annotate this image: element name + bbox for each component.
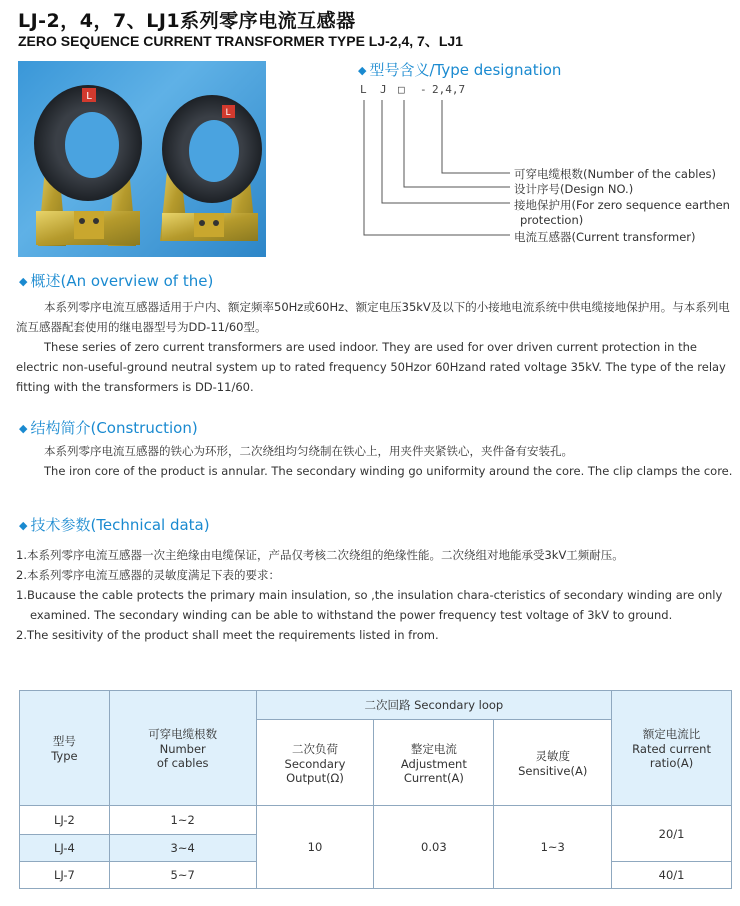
header-cables: 可穿电缆根数 Number of cables	[109, 691, 256, 806]
page-subtitle: ZERO SEQUENCE CURRENT TRANSFORMER TYPE LJ-2,4, 7、LJ1	[18, 33, 463, 49]
cell-cables: 3~4	[109, 835, 256, 862]
code-J: J	[380, 83, 387, 96]
cell-adjustment: 0.03	[374, 806, 494, 889]
label-design-no: 设计序号(Design NO.)	[514, 182, 634, 196]
cell-cables: 5~7	[109, 862, 256, 889]
designation-leader-lines	[355, 95, 515, 243]
cell-sensitive: 1~3	[494, 806, 612, 889]
cell-output: 10	[256, 806, 374, 889]
sensitivity-table	[19, 690, 732, 889]
product-photo	[18, 61, 266, 257]
technical-heading: ◆ 技术参数(Technical data)	[19, 516, 210, 534]
overview-en: These series of zero current transformers are used indoor. They are used for over driven current protection in the electric non-useful-ground neutral system up to rated frequency 50Hzor 60Hzand rated voltage 35kV. The type of the relay fitting with the transformers is DD-11/60.	[16, 340, 726, 394]
cell-cables: 1~2	[109, 806, 256, 835]
header-adjustment: 整定电流 Adjustment Current(A)	[374, 720, 494, 806]
page-title: LJ-2，4，7、LJ1系列零序电流互感器	[18, 10, 356, 32]
diamond-bullet-icon: ◆	[19, 519, 28, 532]
code-cables: 2,4,7	[432, 83, 466, 96]
overview-heading: ◆ 概述(An overview of the)	[19, 272, 214, 290]
table-header-row-1	[20, 691, 732, 720]
technical-line1: 1.本系列零序电流互感器一次主绝缘由电缆保证，产品仅考核二次绕组的绝缘性能。二次绕组对地能承受3kV工频耐压。	[16, 548, 624, 562]
header-output: 二次负荷 Secondary Output(Ω)	[256, 720, 374, 806]
technical-line3: 1.Bucause the cable protects the primary main insulation, so ,the insulation chara-cteristics of secondary winding are only	[16, 588, 723, 602]
transformer-right	[160, 95, 262, 241]
cell-ratio: 40/1	[612, 862, 732, 889]
header-ratio: 额定电流比 Rated current ratio(A)	[612, 691, 732, 806]
header-secondary-loop: 二次回路 Secondary loop	[256, 691, 612, 720]
diamond-bullet-icon: ◆	[358, 64, 367, 77]
header-type: 型号 Type	[20, 691, 110, 806]
code-box: □	[398, 83, 405, 96]
badge-left: L	[86, 91, 92, 102]
transformers-illustration	[18, 61, 266, 257]
overview-cn: 本系列零序电流互感器适用于户内、额定频率50Hz或60Hz、额定电压35kV及以下的小接地电流系统中供电缆接地保护用。与本系列电流互感器配套使用的继电器型号为DD-11/60型。	[16, 300, 730, 334]
cell-type: LJ-4	[20, 835, 110, 862]
diamond-bullet-icon: ◆	[19, 422, 28, 435]
construction-cn: 本系列零序电流互感器的铁心为环形，二次绕组均匀绕制在铁心上，用夹件夹紧铁心，夹件备有安装孔。	[44, 444, 573, 458]
cell-ratio: 20/1	[612, 806, 732, 862]
label-current-transformer: 电流互感器(Current transformer)	[514, 230, 696, 244]
technical-line3b: examined. The secondary winding can be able to withstand the power frequency test voltage of 3kV to ground.	[30, 608, 673, 622]
code-dash: -	[420, 83, 427, 96]
label-protection: 接地保护用(For zero sequence earthen	[514, 198, 730, 212]
designation-heading: ◆ 型号含义/Type designation	[358, 61, 562, 79]
technical-line2: 2.本系列零序电流互感器的灵敏度满足下表的要求：	[16, 568, 280, 582]
label-cables: 可穿电缆根数(Number of the cables)	[514, 167, 717, 181]
table-row	[20, 806, 732, 835]
cell-type: LJ-2	[20, 806, 110, 835]
cell-type: LJ-7	[20, 862, 110, 889]
diamond-bullet-icon: ◆	[19, 275, 28, 288]
construction-heading: ◆ 结构简介(Construction)	[19, 419, 198, 437]
header-sensitive: 灵敏度 Sensitive(A)	[494, 720, 612, 806]
technical-line4: 2.The sesitivity of the product shall meet the requirements listed in from.	[16, 628, 439, 642]
transformer-left	[34, 85, 142, 246]
construction-en: The iron core of the product is annular. The secondary winding go uniformity around the core. The clip clamps the core.	[44, 464, 733, 478]
badge-right: L	[225, 108, 231, 118]
label-protection-cont: protection)	[520, 213, 584, 227]
code-L: L	[360, 83, 367, 96]
